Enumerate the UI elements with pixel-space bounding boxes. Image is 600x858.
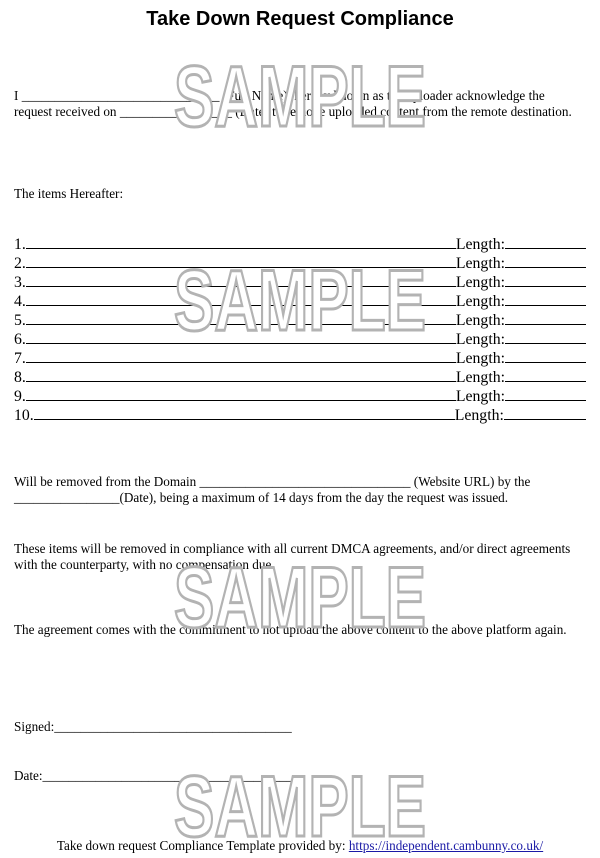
item-row xyxy=(14,234,586,253)
item-description-field[interactable] xyxy=(26,272,456,287)
item-row xyxy=(14,310,586,329)
items-list xyxy=(14,234,586,424)
item-description-field[interactable] xyxy=(34,405,455,420)
item-number: 5. xyxy=(14,312,26,329)
item-description-field[interactable] xyxy=(26,310,456,325)
footer-text: Take down request Compliance Template provided by: xyxy=(56,838,349,853)
removal-paragraph: Will be removed from the Domain ________________________________ (Website URL) by the ________________(Date), being a maximum of 14 days from the day the request was issued. xyxy=(14,474,534,505)
item-length-field[interactable] xyxy=(505,386,586,401)
items-intro: The items Hereafter: xyxy=(14,186,124,201)
item-number: 3. xyxy=(14,274,26,291)
date-field[interactable]: Date:______________________________________ xyxy=(14,768,294,783)
item-row xyxy=(14,272,586,291)
item-description-field[interactable] xyxy=(26,386,456,401)
item-row xyxy=(14,291,586,310)
document-title: Take Down Request Compliance xyxy=(146,8,454,30)
item-number: 9. xyxy=(14,388,26,405)
acknowledgement-paragraph: I ______________________________ (Full Name), hereby known as the uploader acknowledge the request received on _________________ (Date) to remove uploaded content from the remote destination. xyxy=(14,88,572,119)
item-length-label: Length: xyxy=(455,312,505,329)
item-row xyxy=(14,348,586,367)
item-length-field[interactable] xyxy=(505,310,586,325)
item-description-field[interactable] xyxy=(26,253,456,268)
svg-text:SAMPLE: SAMPLE xyxy=(174,551,426,639)
item-length-label: Length: xyxy=(455,293,505,310)
item-number: 10. xyxy=(14,407,34,424)
item-description-field[interactable] xyxy=(26,367,456,382)
item-row xyxy=(14,253,586,272)
item-description-field[interactable] xyxy=(26,291,456,306)
item-length-field[interactable] xyxy=(505,272,586,287)
item-row xyxy=(14,405,586,424)
agreement-paragraph: The agreement comes with the commitment to not upload the above content to the above platform again. xyxy=(14,622,567,637)
item-row xyxy=(14,329,586,348)
item-length-label: Length: xyxy=(455,350,505,367)
item-number: 8. xyxy=(14,369,26,386)
item-length-label: Length: xyxy=(455,388,505,405)
item-length-field[interactable] xyxy=(505,329,586,344)
item-length-field[interactable] xyxy=(505,234,586,249)
item-length-label: Length: xyxy=(455,255,505,272)
item-row xyxy=(14,386,586,405)
item-length-field[interactable] xyxy=(504,405,586,420)
item-length-field[interactable] xyxy=(505,367,586,382)
item-description-field[interactable] xyxy=(26,234,456,249)
svg-text:SAMPLE: SAMPLE xyxy=(174,760,426,848)
footer-link[interactable]: https://independent.cambunny.co.uk/ xyxy=(348,838,544,853)
item-length-field[interactable] xyxy=(505,291,586,306)
item-length-label: Length: xyxy=(455,369,505,386)
item-number: 4. xyxy=(14,293,26,310)
signed-field[interactable]: Signed:____________________________________ xyxy=(14,719,292,734)
item-number: 6. xyxy=(14,331,26,348)
compliance-paragraph: These items will be removed in compliance with all current DMCA agreements, and/or direct agreements with the counterparty, with no compensation due. xyxy=(14,541,574,572)
item-length-label: Length: xyxy=(454,407,504,424)
item-row xyxy=(14,367,586,386)
item-description-field[interactable] xyxy=(26,329,456,344)
item-number: 2. xyxy=(14,255,26,272)
item-number: 1. xyxy=(14,236,26,253)
svg-text:SAMPLE: SAMPLE xyxy=(174,50,426,138)
svg-text:SAMPLE: SAMPLE xyxy=(174,254,426,342)
item-length-label: Length: xyxy=(455,331,505,348)
footer xyxy=(0,838,600,854)
item-number: 7. xyxy=(14,350,26,367)
item-description-field[interactable] xyxy=(26,348,456,363)
item-length-label: Length: xyxy=(455,274,505,291)
item-length-label: Length: xyxy=(455,236,505,253)
item-length-field[interactable] xyxy=(505,348,586,363)
item-length-field[interactable] xyxy=(505,253,586,268)
